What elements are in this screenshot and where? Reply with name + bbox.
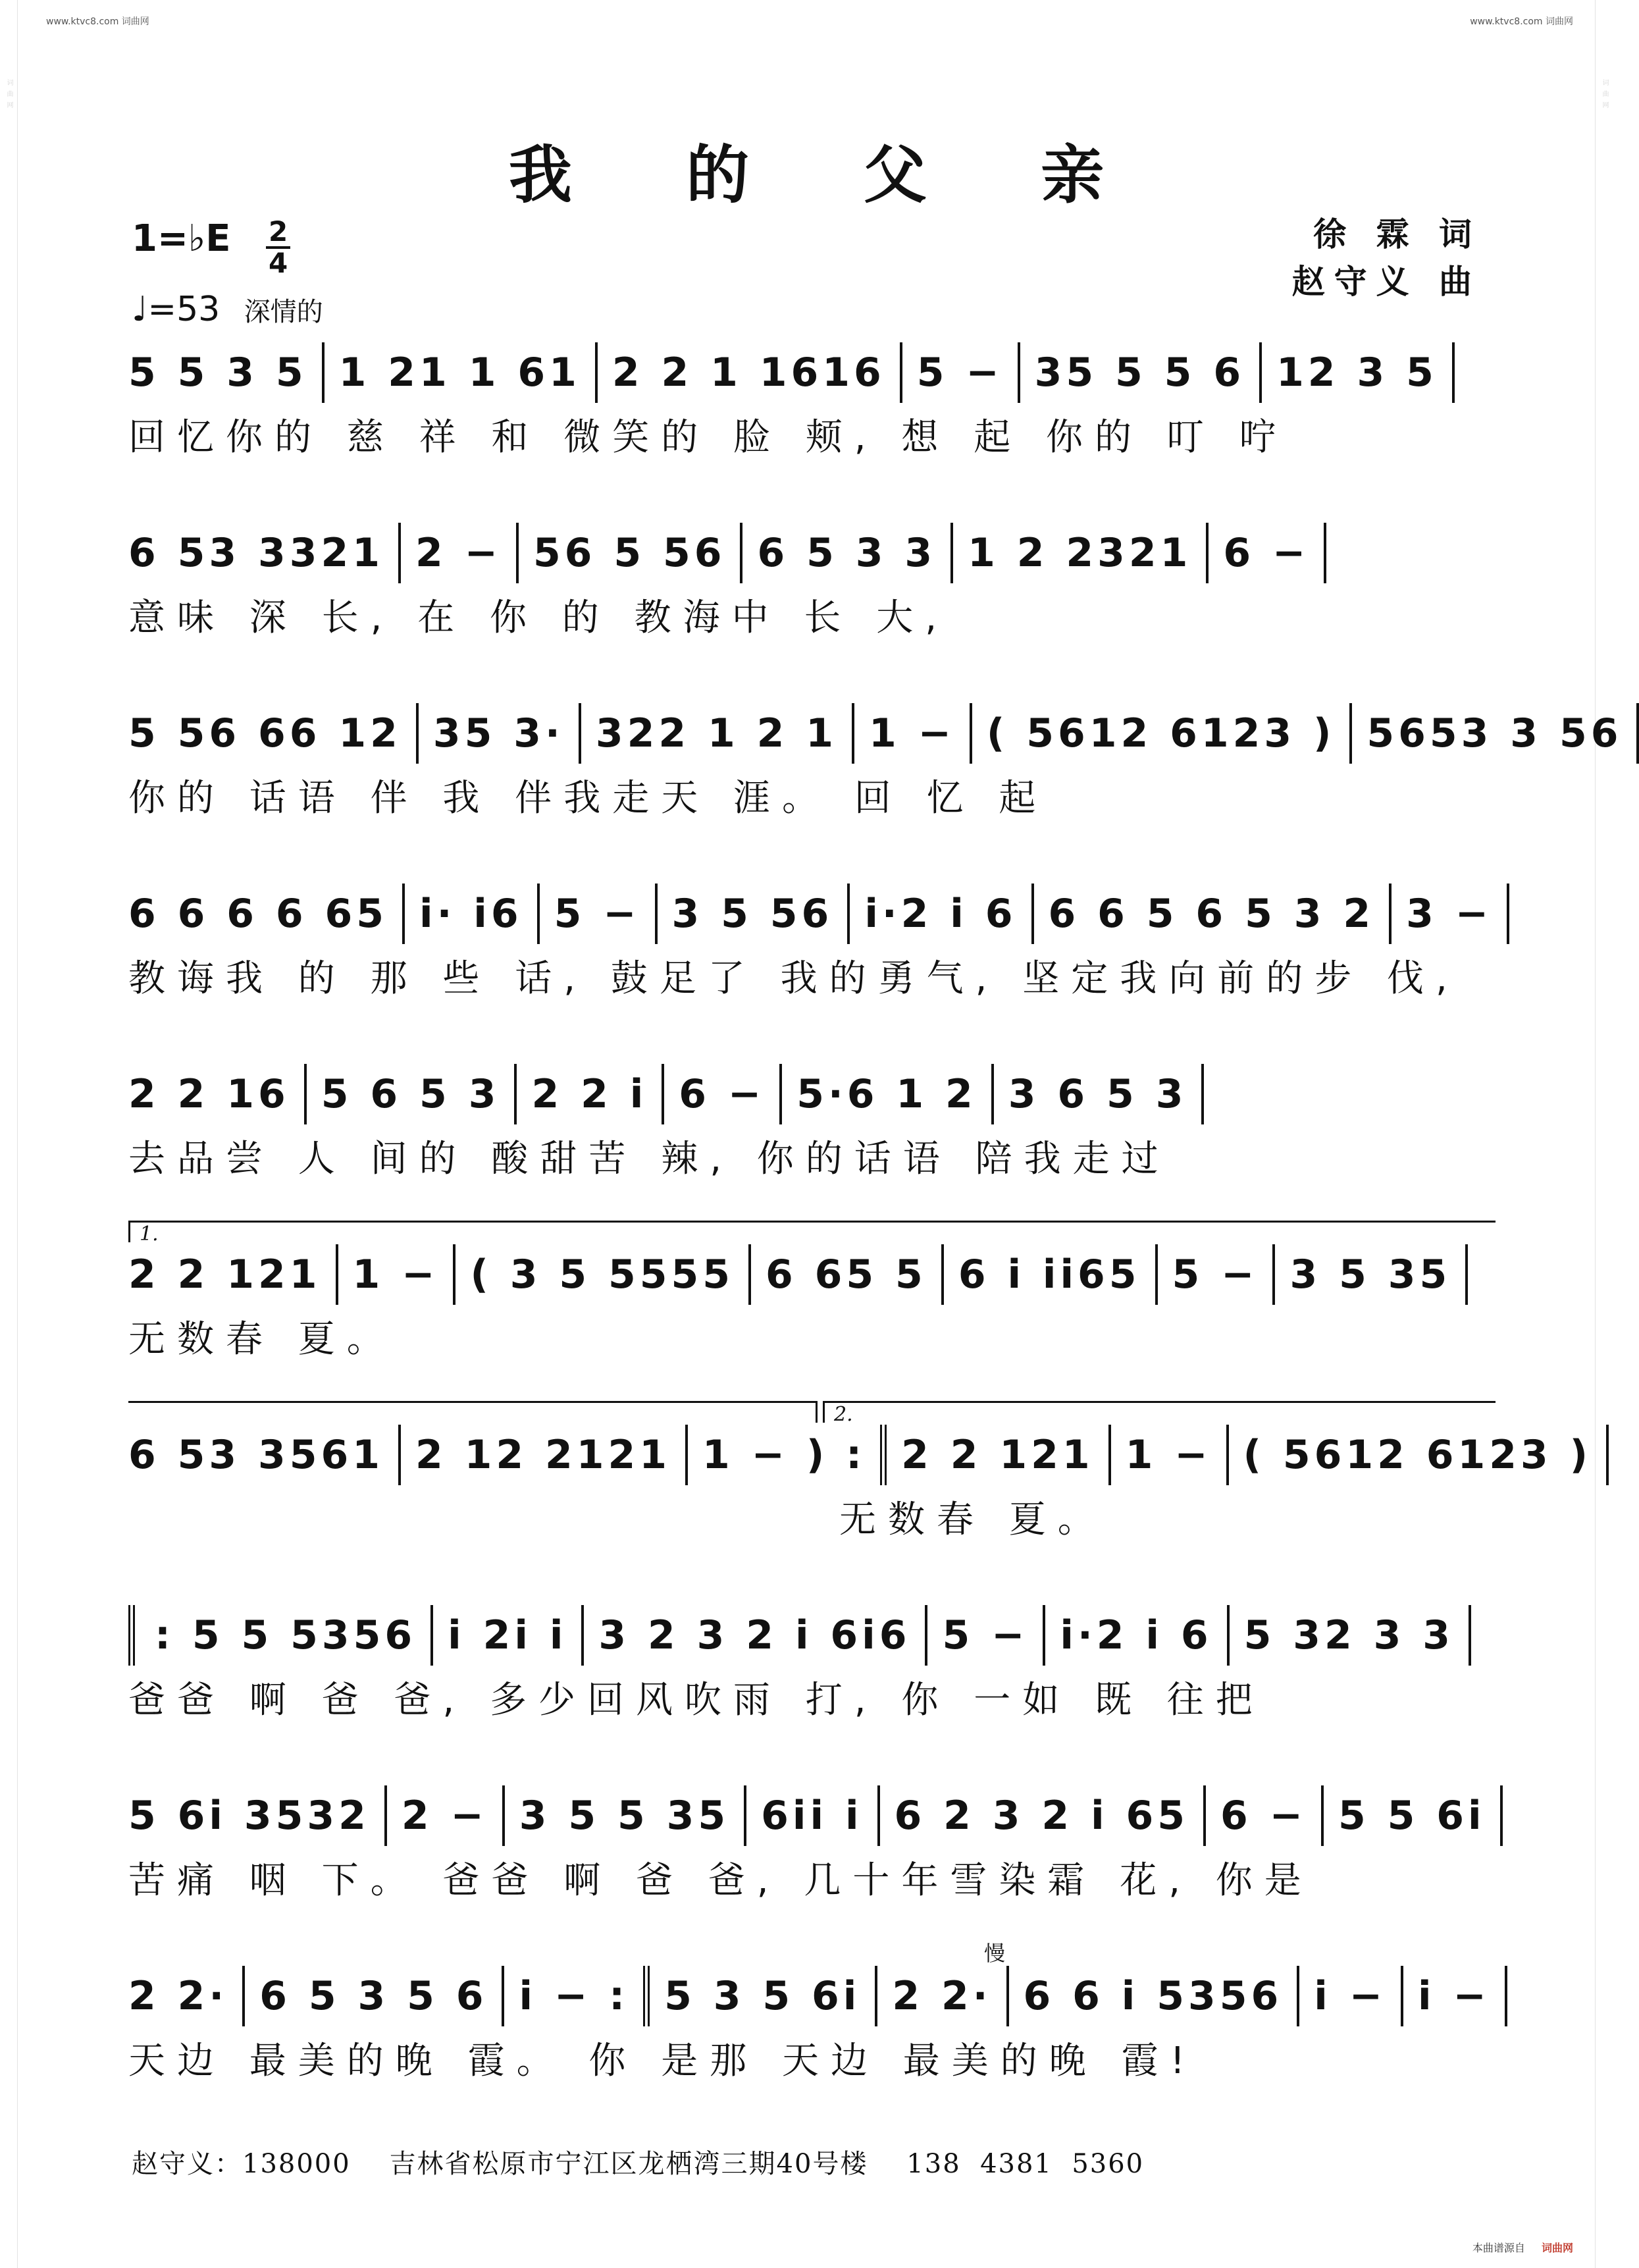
measure: 5 5 3 5	[128, 342, 325, 403]
measure: 6 6 5 6 5 3 2	[1034, 883, 1392, 944]
measure: 2 2·	[877, 1966, 1008, 2026]
measure: 5 32 3 3	[1230, 1605, 1471, 1666]
measure: 5 −	[902, 342, 1020, 403]
measure: i· i6	[405, 883, 540, 944]
measure: 3 6 5 3	[994, 1064, 1205, 1124]
measure: 1 21 1 61	[325, 342, 598, 403]
measure: 2 2 121	[887, 1425, 1111, 1485]
notation-line	[128, 1785, 1488, 1846]
volta-bracket-continuation	[128, 1401, 818, 1423]
measure: 1 − ) :	[688, 1425, 887, 1485]
lyrics-line: 爸爸 啊 爸 爸, 多少回风吹雨 打, 你 一如 既 往把	[128, 1679, 1264, 1722]
volta-bracket: 2.	[823, 1401, 1496, 1423]
right-margin-strip	[1595, 0, 1613, 2268]
score-system	[128, 342, 1488, 523]
corner-watermark-left: www.ktvc8.com 词曲网	[46, 16, 149, 27]
measure: 5 −	[927, 1605, 1045, 1666]
score-system	[128, 883, 1493, 1064]
measure: 322 1 2 1	[581, 703, 854, 764]
measure: 6 6 6 6 65	[128, 883, 405, 944]
measure: 1 2 2321	[953, 523, 1209, 583]
measure: 6ii i	[746, 1785, 879, 1846]
measure: 2 2·	[128, 1966, 245, 2026]
meter-top: 2	[266, 217, 290, 249]
side-watermark: 词 曲 网	[5, 79, 13, 110]
measure: 3 5 35	[1275, 1244, 1468, 1305]
tempo-change-slow: 慢	[984, 1941, 1006, 1966]
left-margin-strip	[0, 0, 18, 2268]
measure: ( 5612 6123 )	[1229, 1425, 1609, 1485]
corner-watermark-right: www.ktvc8.com 词曲网	[1470, 16, 1573, 27]
notation-line	[128, 1966, 1488, 2026]
measure: i −	[1403, 1966, 1507, 2026]
notation-line	[128, 523, 1488, 583]
measure: 2 −	[387, 1785, 505, 1846]
measure: 6 5 3 3	[742, 523, 953, 583]
notation-line	[128, 1064, 1488, 1124]
tempo-value: ♩=53	[132, 290, 221, 329]
score-system	[128, 1605, 1488, 1785]
measure: 6 −	[1206, 1785, 1324, 1846]
measure: 1 −	[854, 703, 972, 764]
credits	[1292, 211, 1481, 305]
measure: 6 65 5	[751, 1244, 944, 1305]
lyrics-line: 意味 深 长, 在 你 的 教海中 长 大,	[128, 596, 949, 639]
measure: 6 6 i 5356	[1009, 1966, 1300, 2026]
contact-footer: 赵守义：138000 吉林省松原市宁江区龙栖湾三期40号楼 138 4381 5360	[132, 2149, 1145, 2179]
measure: 6 5 3 5 6	[245, 1966, 504, 2026]
measure: 6 2 3 2 i 65	[880, 1785, 1207, 1846]
composer: 赵守义 曲	[1291, 262, 1481, 301]
tempo-marking	[132, 290, 323, 329]
measure: 3 2 3 2 i 6i6	[584, 1605, 927, 1666]
measure: 2 12 2121	[401, 1425, 688, 1485]
score-system	[128, 1785, 1488, 1966]
lyrics-line: 苦痛 咽 下。 爸爸 啊 爸 爸, 几十年雪染霜 花, 你是	[128, 1859, 1313, 1902]
measure: 56 5 56	[519, 523, 743, 583]
side-watermark: 词 曲 网	[1601, 79, 1608, 110]
measure: i − :	[504, 1966, 650, 2026]
lyrics-line: 去品尝 人 间的 酸甜苦 辣, 你的话语 陪我走过	[128, 1138, 1170, 1180]
measure: 6 53 3561	[128, 1425, 401, 1485]
measure: i·2 i 6	[850, 883, 1033, 944]
score-system	[128, 703, 1623, 883]
measure: 6 53 3321	[128, 523, 401, 583]
measure: 5 5 6i	[1324, 1785, 1503, 1846]
notation-line	[128, 883, 1493, 944]
lyrics-line: 无数春 夏。	[839, 1498, 1106, 1541]
lyrics-line: 你的 话语 伴 我 伴我走天 涯。 回 忆 起	[128, 777, 1048, 820]
measure: 6 −	[664, 1064, 782, 1124]
measure: 2 −	[401, 523, 519, 583]
volta-bracket: 1.	[128, 1221, 1496, 1242]
score-system	[128, 1064, 1488, 1244]
mood-marking: 深情的	[244, 297, 323, 327]
measure: 3 −	[1392, 883, 1509, 944]
measure: 3 5 56	[658, 883, 850, 944]
measure: : 5 5 5356	[128, 1605, 433, 1666]
score-system	[128, 1403, 1592, 1605]
notation-line	[128, 1425, 1592, 1485]
measure: 5653 3 56	[1352, 703, 1639, 764]
measure: 5 3 5 6i	[650, 1966, 877, 2026]
notation-line	[128, 1244, 1488, 1305]
meter-bottom: 4	[269, 247, 288, 279]
measure: i 2i i	[433, 1605, 584, 1666]
measure: 2 2 121	[128, 1244, 338, 1305]
source-brand: 词曲网	[1541, 2242, 1573, 2254]
time-signature	[266, 217, 290, 278]
source-label: 本曲谱源自	[1472, 2242, 1525, 2254]
measure: 6 i ii65	[944, 1244, 1158, 1305]
measure: 12 3 5	[1262, 342, 1455, 403]
notation-line	[128, 703, 1623, 764]
lyrics-line: 教诲我 的 那 些 话, 鼓足了 我的勇气, 坚定我向前的步 伐,	[128, 957, 1459, 1000]
measure: 1 −	[1111, 1425, 1229, 1485]
measure: 35 3·	[419, 703, 581, 764]
score-system	[128, 1941, 1490, 2146]
measure: 5·6 1 2	[782, 1064, 994, 1124]
measure: ( 3 5 5555	[455, 1244, 751, 1305]
score-system	[128, 1223, 1488, 1425]
measure: 5 6 5 3	[307, 1064, 517, 1124]
measure: 2 2 1 1616	[598, 342, 902, 403]
measure: i·2 i 6	[1045, 1605, 1229, 1666]
notation-line	[128, 1605, 1488, 1666]
measure: 5 −	[540, 883, 658, 944]
measure: 1 −	[338, 1244, 456, 1305]
song-title: 我 的 父 亲	[508, 138, 1151, 212]
measure: ( 5612 6123 )	[972, 703, 1353, 764]
lyrics-line: 天边 最美的晚 霞。 你 是那 天边 最美的晚 霞!	[128, 2040, 1197, 2082]
measure: 6 −	[1209, 523, 1326, 583]
measure: 2 2 i	[517, 1064, 664, 1124]
measure: 5 −	[1158, 1244, 1276, 1305]
measure: 2 2 16	[128, 1064, 307, 1124]
measure: i −	[1299, 1966, 1403, 2026]
measure: 35 5 5 6	[1020, 342, 1262, 403]
source-credit	[1472, 2240, 1573, 2255]
lyrics-line: 回忆你的 慈 祥 和 微笑的 脸 颊, 想 起 你的 叮 咛	[128, 416, 1288, 459]
key-signature: 1=♭E	[132, 217, 231, 260]
notation-line	[128, 342, 1488, 403]
measure: 5 56 66 12	[128, 703, 419, 764]
lyrics-line: 无数春 夏。	[128, 1318, 396, 1361]
lyricist: 徐 霖 词	[1313, 215, 1481, 253]
measure: 5 6i 3532	[128, 1785, 387, 1846]
score	[128, 342, 1623, 2146]
score-system	[128, 523, 1488, 703]
measure: 3 5 5 35	[505, 1785, 746, 1846]
